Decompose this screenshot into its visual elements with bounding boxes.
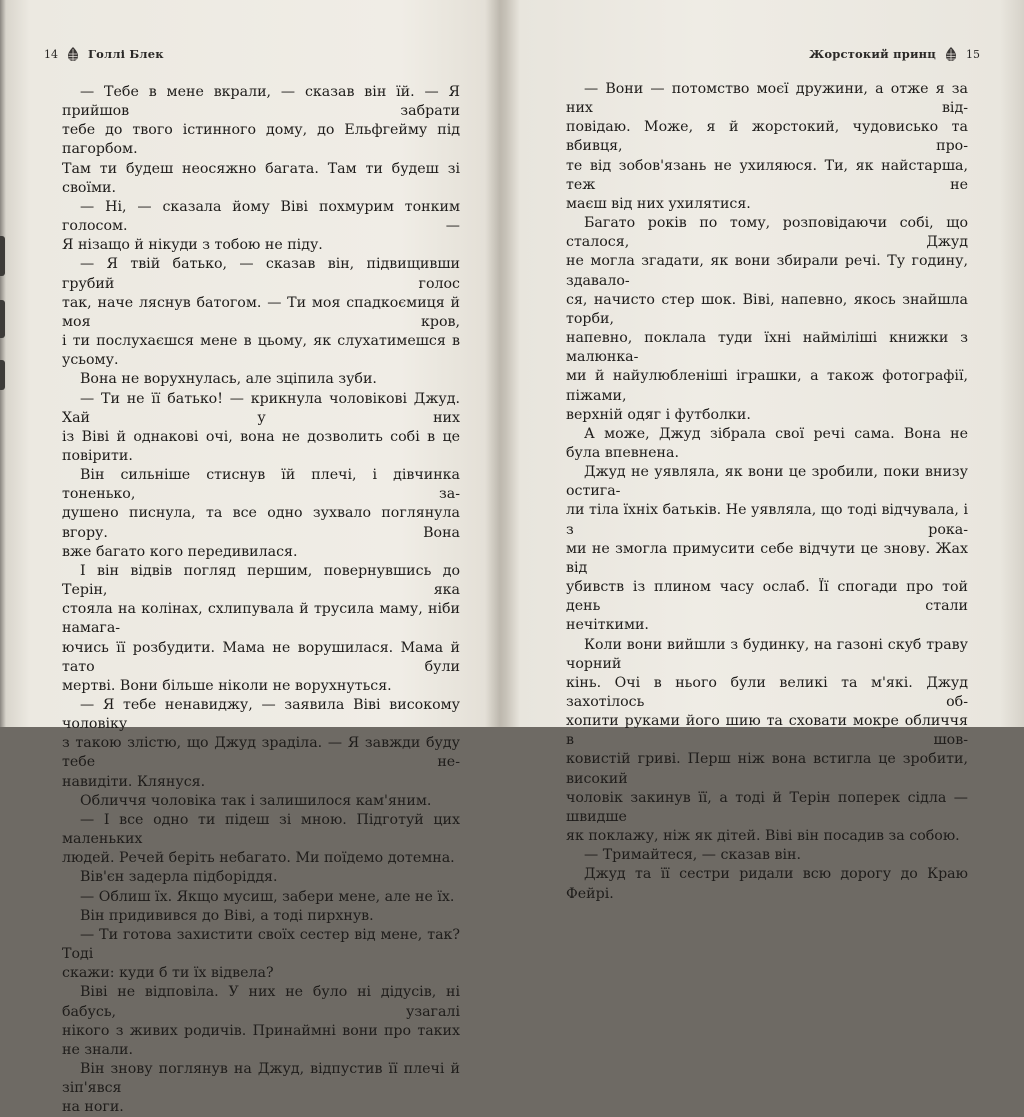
text-line: — Тебе в мене вкрали, — сказав він їй. — Я прийшов забрати [62, 84, 460, 120]
text-line: — Ти не її батько! — крикнула чоловікові Джуд. Хай у них [62, 390, 460, 426]
left-page [0, 0, 500, 1116]
text-line: не могла згадати, як вони збирали речі. Ту годину, здавало- [566, 253, 968, 289]
pinecone-icon [66, 46, 80, 62]
paragraph [62, 983, 460, 1060]
text-line: Вів'єн задерла підборіддя. [80, 869, 278, 886]
text-line: Обличчя чоловіка так і залишилося кам'яним. [80, 792, 432, 809]
text-line: маєш від них ухилятися. [566, 195, 751, 212]
text-line: Там ти будеш неосяжно багата. Там ти будеш зі своїми. [62, 160, 460, 196]
text-line: мертві. Вони більше ніколи не ворухнуться. [62, 677, 392, 694]
text-line: — Вони — потомство моєї дружини, а отже я за них від- [566, 81, 968, 117]
text-line: нікого з живих родичів. Принаймні вони про таких не знали. [62, 1022, 460, 1058]
text-line: із Віві й однакові очі, вона не дозволить собі в це повірити. [62, 428, 460, 464]
text-line: так, наче ляснув батогом. — Ти моя спадкоємиця й моя кров, [62, 294, 460, 330]
text-line: скажи: куди б ти їх відвела? [62, 965, 274, 982]
left-page-number: 14 [44, 47, 58, 61]
left-running-title: Голлі Блек [88, 47, 164, 61]
right-running-head [809, 46, 980, 62]
text-line: напевно, поклала туди їхні найміліші книжки з малюнка- [566, 330, 968, 366]
text-line: ли тіла їхніх батьків. Не уявляла, що тоді відчувала, і з рока- [566, 502, 968, 538]
text-line: — Ні, — сказала йому Віві похмурим тонким голосом. — [62, 198, 460, 235]
text-line: Віві не відповіла. У них не було ні дідусів, ні бабусь, узагалі [62, 984, 460, 1020]
text-line: Джуд та її сестри ридали всю дорогу до Краю Фейрі. [566, 866, 968, 902]
text-line: — Я тебе ненавиджу, — заявила Віві високому чоловіку [62, 697, 460, 733]
paragraph [62, 198, 460, 255]
left-body-text [62, 83, 460, 1117]
text-line: ми й найулюбленіші іграшки, а також фотографії, піжами, [566, 368, 968, 404]
paragraph [566, 80, 968, 214]
text-line: верхній одяг і футболки. [566, 406, 751, 423]
text-line: людей. Речей беріть небагато. Ми поїдемо дотемна. [62, 850, 455, 867]
text-line: Вона не ворухнулась, але зціпила зуби. [80, 371, 377, 388]
text-line: вже багато кого передивилася. [62, 543, 298, 560]
text-line: — Я твій батько, — сказав він, підвищивши грубий голос [62, 256, 460, 292]
left-running-head [44, 46, 164, 62]
text-line: ми не змогла примусити себе відчути це знову. Жах від [566, 540, 968, 576]
text-line: — Тримайтеся, — сказав він. [584, 847, 801, 864]
text-line: убивств із плином часу ослаб. Її спогади про той день стали [566, 579, 968, 615]
text-line: ся, начисто стер шок. Віві, напевно, якось знайшла торби, [566, 291, 968, 327]
paragraph [62, 1060, 460, 1117]
paragraph [566, 463, 968, 635]
paragraph [566, 425, 968, 463]
text-line: І він відвів погляд першим, повернувшись до Терін, яка [62, 562, 460, 599]
paragraph [566, 214, 968, 425]
right-page [506, 0, 1024, 902]
text-line: чоловік закинув її, а тоді й Терін поперек сідла — швидше [566, 789, 968, 825]
text-line: нечіткими. [566, 617, 649, 634]
text-line: Він придивився до Віві, а тоді пирхнув. [80, 907, 374, 924]
text-line: ючись її розбудити. Мама не ворушилася. Мама й тато були [62, 639, 460, 675]
text-line: — І все одно ти підеш зі мною. Підготуй цих маленьких [62, 811, 460, 848]
text-line: те від зобов'язань не ухиляюся. Ти, як найстарша, теж не [566, 157, 968, 193]
paragraph [62, 696, 460, 792]
text-line: стояла на колінах, схлипувала й трусила маму, ніби намага- [62, 601, 460, 637]
paragraph [62, 466, 460, 562]
text-line: Коли вони вийшли з будинку, на газоні скуб траву чорний [566, 636, 968, 672]
text-line: як поклажу, ніж як дітей. Віві він посадив за собою. [566, 828, 960, 845]
text-line: з такою злістю, що Джуд зраділа. — Я завжди буду тебе не- [62, 735, 460, 771]
text-line: і ти послухаєшся мене в цьому, як слухатимешся в усьому. [62, 333, 460, 369]
paragraph [62, 792, 460, 811]
text-line: Він знову поглянув на Джуд, відпустив її плечі й зіп'явся [62, 1060, 460, 1097]
text-line: — Облиш їх. Якщо мусиш, забери мене, але не їх. [80, 888, 455, 905]
paragraph [566, 865, 968, 903]
paragraph [62, 83, 460, 198]
text-line: тебе до твого істинного дому, до Ельфгейму під пагорбом. [62, 122, 460, 158]
text-line: навидіти. Клянуся. [62, 773, 206, 790]
text-line: на ноги. [62, 1099, 124, 1116]
text-line: Джуд не уявляла, як вони це зробили, поки внизу остига- [566, 464, 968, 500]
text-line: Я нізащо й нікуди з тобою не піду. [62, 237, 323, 254]
paragraph [62, 888, 460, 907]
right-body-text [566, 80, 968, 904]
paragraph [62, 562, 460, 696]
paragraph [62, 255, 460, 370]
paragraph [62, 370, 460, 389]
right-page-number: 15 [966, 47, 980, 61]
paragraph [62, 811, 460, 868]
paragraph [62, 868, 460, 887]
paragraph [62, 390, 460, 467]
text-line: А може, Джуд зібрала свої речі сама. Вона не була впевнена. [566, 425, 968, 461]
text-line: душено писнула, та все одно зухвало поглянула вгору. Вона [62, 505, 460, 541]
right-running-title: Жорстокий принц [809, 47, 936, 61]
text-line: повідаю. Може, я й жорстокий, чудовисько та вбивця, про- [566, 119, 968, 155]
paragraph [62, 907, 460, 926]
paragraph [62, 926, 460, 983]
text-line: Багато років по тому, розповідаючи собі, що сталося, Джуд [566, 215, 968, 251]
paragraph [566, 846, 968, 865]
text-line: — Ти готова захистити своїх сестер від мене, так? Тоді [62, 926, 460, 963]
text-line: кінь. Очі в нього були великі та м'які. Джуд захотілось об- [566, 674, 968, 710]
pinecone-icon [944, 46, 958, 62]
text-line: хопити руками його шию та сховати мокре обличчя в шов- [566, 713, 968, 749]
text-line: ковистій гриві. Перш ніж вона встигла це зробити, високий [566, 751, 968, 787]
text-line: Він сильніше стиснув їй плечі, і дівчинка тоненько, за- [62, 467, 460, 503]
paragraph [566, 636, 968, 847]
